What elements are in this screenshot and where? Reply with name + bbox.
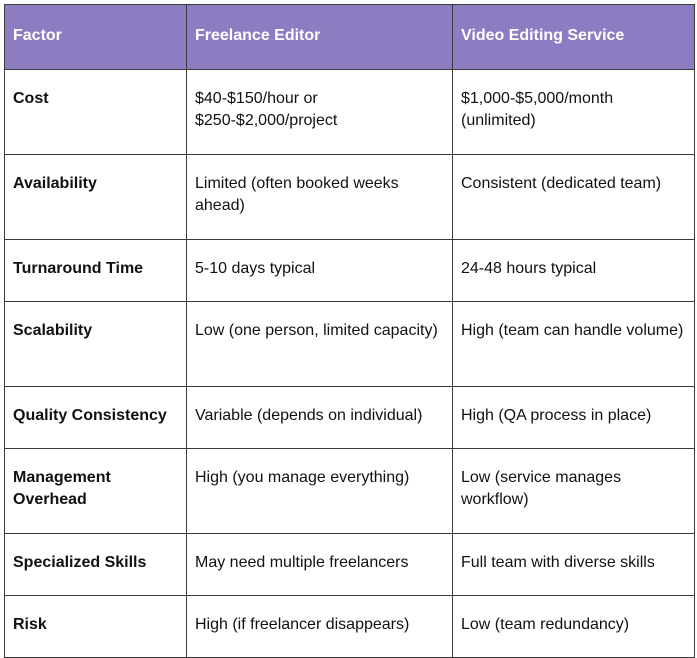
factor-cell: Quality Consistency [5, 387, 187, 449]
freelance-cell: Variable (depends on individual) [187, 387, 453, 449]
service-cell: Low (service manages workflow) [453, 449, 695, 534]
service-cell: Consistent (dedicated team) [453, 155, 695, 240]
comparison-table [4, 4, 695, 658]
header-video-editing-service: Video Editing Service [453, 5, 695, 70]
header-factor: Factor [5, 5, 187, 70]
freelance-cell: May need multiple freelancers [187, 534, 453, 596]
service-cell: Low (team redundancy) [453, 596, 695, 658]
factor-cell: Management Overhead [5, 449, 187, 534]
factor-cell: Cost [5, 70, 187, 155]
service-cell: 24-48 hours typical [453, 240, 695, 302]
factor-cell: Risk [5, 596, 187, 658]
table-row [5, 387, 695, 449]
factor-cell: Turnaround Time [5, 240, 187, 302]
freelance-cell: Low (one person, limited capacity) [187, 302, 453, 387]
table-row [5, 449, 695, 534]
table-row [5, 596, 695, 658]
service-cell: Full team with diverse skills [453, 534, 695, 596]
factor-cell: Availability [5, 155, 187, 240]
header-freelance-editor: Freelance Editor [187, 5, 453, 70]
freelance-cell: High (you manage everything) [187, 449, 453, 534]
table-header-row [5, 5, 695, 70]
factor-cell: Specialized Skills [5, 534, 187, 596]
table-row [5, 302, 695, 387]
table-row [5, 534, 695, 596]
table-row [5, 155, 695, 240]
service-cell: $1,000-$5,000/month (unlimited) [453, 70, 695, 155]
freelance-cell: $40-$150/hour or $250-$2,000/project [187, 70, 453, 155]
freelance-cell: High (if freelancer disappears) [187, 596, 453, 658]
freelance-cell: Limited (often booked weeks ahead) [187, 155, 453, 240]
table-row [5, 70, 695, 155]
factor-cell: Scalability [5, 302, 187, 387]
service-cell: High (QA process in place) [453, 387, 695, 449]
service-cell: High (team can handle volume) [453, 302, 695, 387]
table-row [5, 240, 695, 302]
freelance-cell: 5-10 days typical [187, 240, 453, 302]
